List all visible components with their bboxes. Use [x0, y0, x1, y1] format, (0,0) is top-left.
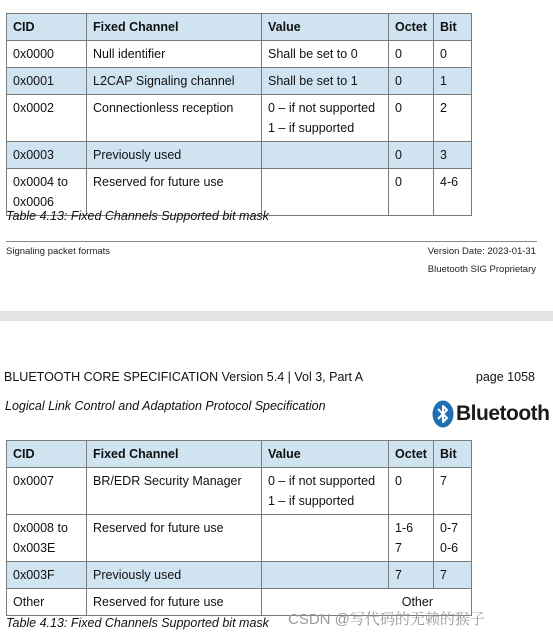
- octet-cell: [389, 41, 434, 68]
- watermark: CSDN @写代码的无赖的猴子: [288, 611, 485, 628]
- section-title: Logical Link Control and Adaptation Protocol Specification: [5, 399, 326, 413]
- value-cell-line: 0 – if not supported: [268, 474, 376, 488]
- bluetooth-logo: [432, 400, 549, 428]
- footer-section-name: Signaling packet formats: [6, 246, 111, 257]
- bit-cell: [434, 515, 472, 562]
- bit-cell: [434, 95, 472, 142]
- cid-cell-line: 0x0006: [13, 195, 55, 209]
- table-caption: Table 4.13: Fixed Channels Supported bit mask: [6, 209, 269, 223]
- footer-divider: [6, 241, 537, 242]
- octet-cell-line: 0: [395, 175, 402, 189]
- octet-cell: [389, 169, 434, 216]
- fixed-channel-cell: Reserved for future use: [87, 589, 262, 616]
- header-octet: Octet: [389, 14, 434, 41]
- bit-cell-line: 0-6: [440, 541, 459, 555]
- bit-cell-line: 2: [440, 101, 447, 115]
- cid-cell-line: 0x0002: [13, 101, 55, 115]
- octet-cell-line: 0: [395, 148, 402, 162]
- table-row: [7, 562, 472, 589]
- bit-cell: [434, 169, 472, 216]
- cid-cell: [7, 68, 87, 95]
- octet-cell: [389, 95, 434, 142]
- header-octet: Octet: [389, 441, 434, 468]
- octet-cell-line: 0: [395, 101, 402, 115]
- bit-cell-line: 7: [440, 568, 447, 582]
- octet-cell: [389, 68, 434, 95]
- page-number: page 1058: [475, 370, 535, 384]
- table-row: [7, 68, 472, 95]
- value-cell: [262, 169, 389, 216]
- fixed-channel-cell: Reserved for future use: [87, 169, 262, 216]
- table-header-row: [7, 441, 472, 468]
- header-cid: CID: [7, 14, 87, 41]
- octet-cell: [389, 142, 434, 169]
- bit-cell: [434, 468, 472, 515]
- cid-cell: [7, 589, 87, 616]
- bit-cell: [434, 68, 472, 95]
- table-header-row: [7, 14, 472, 41]
- bit-cell-line: 1: [440, 74, 447, 88]
- table-row: [7, 468, 472, 515]
- header-value: Value: [262, 441, 389, 468]
- fixed-channel-cell: Null identifier: [87, 41, 262, 68]
- value-cell-line: Shall be set to 1: [268, 74, 358, 88]
- octet-cell-line: 0: [395, 474, 402, 488]
- bit-cell-line: 3: [440, 148, 447, 162]
- spec-title: BLUETOOTH CORE SPECIFICATION Version 5.4 | Vol 3, Part A: [4, 370, 364, 384]
- cid-cell-line: 0x0003: [13, 148, 55, 162]
- cid-cell: [7, 41, 87, 68]
- value-cell-line: 0 – if not supported: [268, 101, 376, 115]
- cid-cell: [7, 562, 87, 589]
- octet-cell-line: 0: [395, 47, 402, 61]
- fixed-channel-cell: L2CAP Signaling channel: [87, 68, 262, 95]
- table-row: [7, 41, 472, 68]
- fixed-channels-table-part1: [6, 13, 472, 216]
- value-cell-line: 1 – if supported: [268, 494, 355, 508]
- value-cell: [262, 68, 389, 95]
- octet-cell: [389, 468, 434, 515]
- cid-cell-line: 0x0008 to: [13, 521, 68, 535]
- bit-cell-line: 4-6: [440, 175, 459, 189]
- cid-cell-line: 0x003E: [13, 541, 56, 555]
- bluetooth-wordmark: Bluetooth: [456, 402, 550, 425]
- bit-cell-line: 0: [440, 47, 447, 61]
- cid-cell: [7, 515, 87, 562]
- value-cell: [262, 142, 389, 169]
- value-cell-line: 1 – if supported: [268, 121, 355, 135]
- octet-cell-line: 0: [395, 74, 402, 88]
- table-row: [7, 142, 472, 169]
- cid-cell: [7, 468, 87, 515]
- cid-cell-line: 0x0001: [13, 74, 55, 88]
- header-bit: Bit: [434, 14, 472, 41]
- header-fixed-channel: Fixed Channel: [87, 441, 262, 468]
- footer-proprietary: Bluetooth SIG Proprietary: [427, 264, 536, 275]
- value-cell: [262, 515, 389, 562]
- fixed-channel-cell: BR/EDR Security Manager: [87, 468, 262, 515]
- footer-version-date: Version Date: 2023-01-31: [427, 246, 536, 257]
- octet-cell-line: 7: [395, 568, 402, 582]
- value-cell: [262, 468, 389, 515]
- other-cell: Other: [262, 589, 472, 616]
- header-cid: CID: [7, 441, 87, 468]
- bit-cell: [434, 41, 472, 68]
- cid-cell-line: 0x0004 to: [13, 175, 68, 189]
- fixed-channel-cell: Previously used: [87, 562, 262, 589]
- bit-cell: [434, 142, 472, 169]
- bit-cell: [434, 562, 472, 589]
- table-caption: Table 4.13: Fixed Channels Supported bit mask: [6, 616, 269, 630]
- cid-cell-line: 0x0007: [13, 474, 55, 488]
- octet-cell: [389, 515, 434, 562]
- value-cell-line: Shall be set to 0: [268, 47, 358, 61]
- cid-cell-line: Other: [13, 595, 45, 609]
- header-fixed-channel: Fixed Channel: [87, 14, 262, 41]
- value-cell: [262, 41, 389, 68]
- fixed-channels-table-part2: [6, 440, 472, 616]
- header-value: Value: [262, 14, 389, 41]
- table-row: [7, 95, 472, 142]
- octet-cell-line: 7: [395, 541, 402, 555]
- table-row: [7, 515, 472, 562]
- bit-cell-line: 0-7: [440, 521, 459, 535]
- page-break: [0, 311, 553, 321]
- value-cell: [262, 562, 389, 589]
- bluetooth-icon: [432, 400, 454, 428]
- fixed-channel-cell: Previously used: [87, 142, 262, 169]
- cid-cell: [7, 95, 87, 142]
- value-cell: [262, 95, 389, 142]
- cid-cell-line: 0x0000: [13, 47, 55, 61]
- octet-cell: [389, 562, 434, 589]
- octet-cell-line: 1-6: [395, 521, 414, 535]
- fixed-channel-cell: Connectionless reception: [87, 95, 262, 142]
- cid-cell: [7, 142, 87, 169]
- cid-cell-line: 0x003F: [13, 568, 55, 582]
- header-bit: Bit: [434, 441, 472, 468]
- bit-cell-line: 7: [440, 474, 447, 488]
- fixed-channel-cell: Reserved for future use: [87, 515, 262, 562]
